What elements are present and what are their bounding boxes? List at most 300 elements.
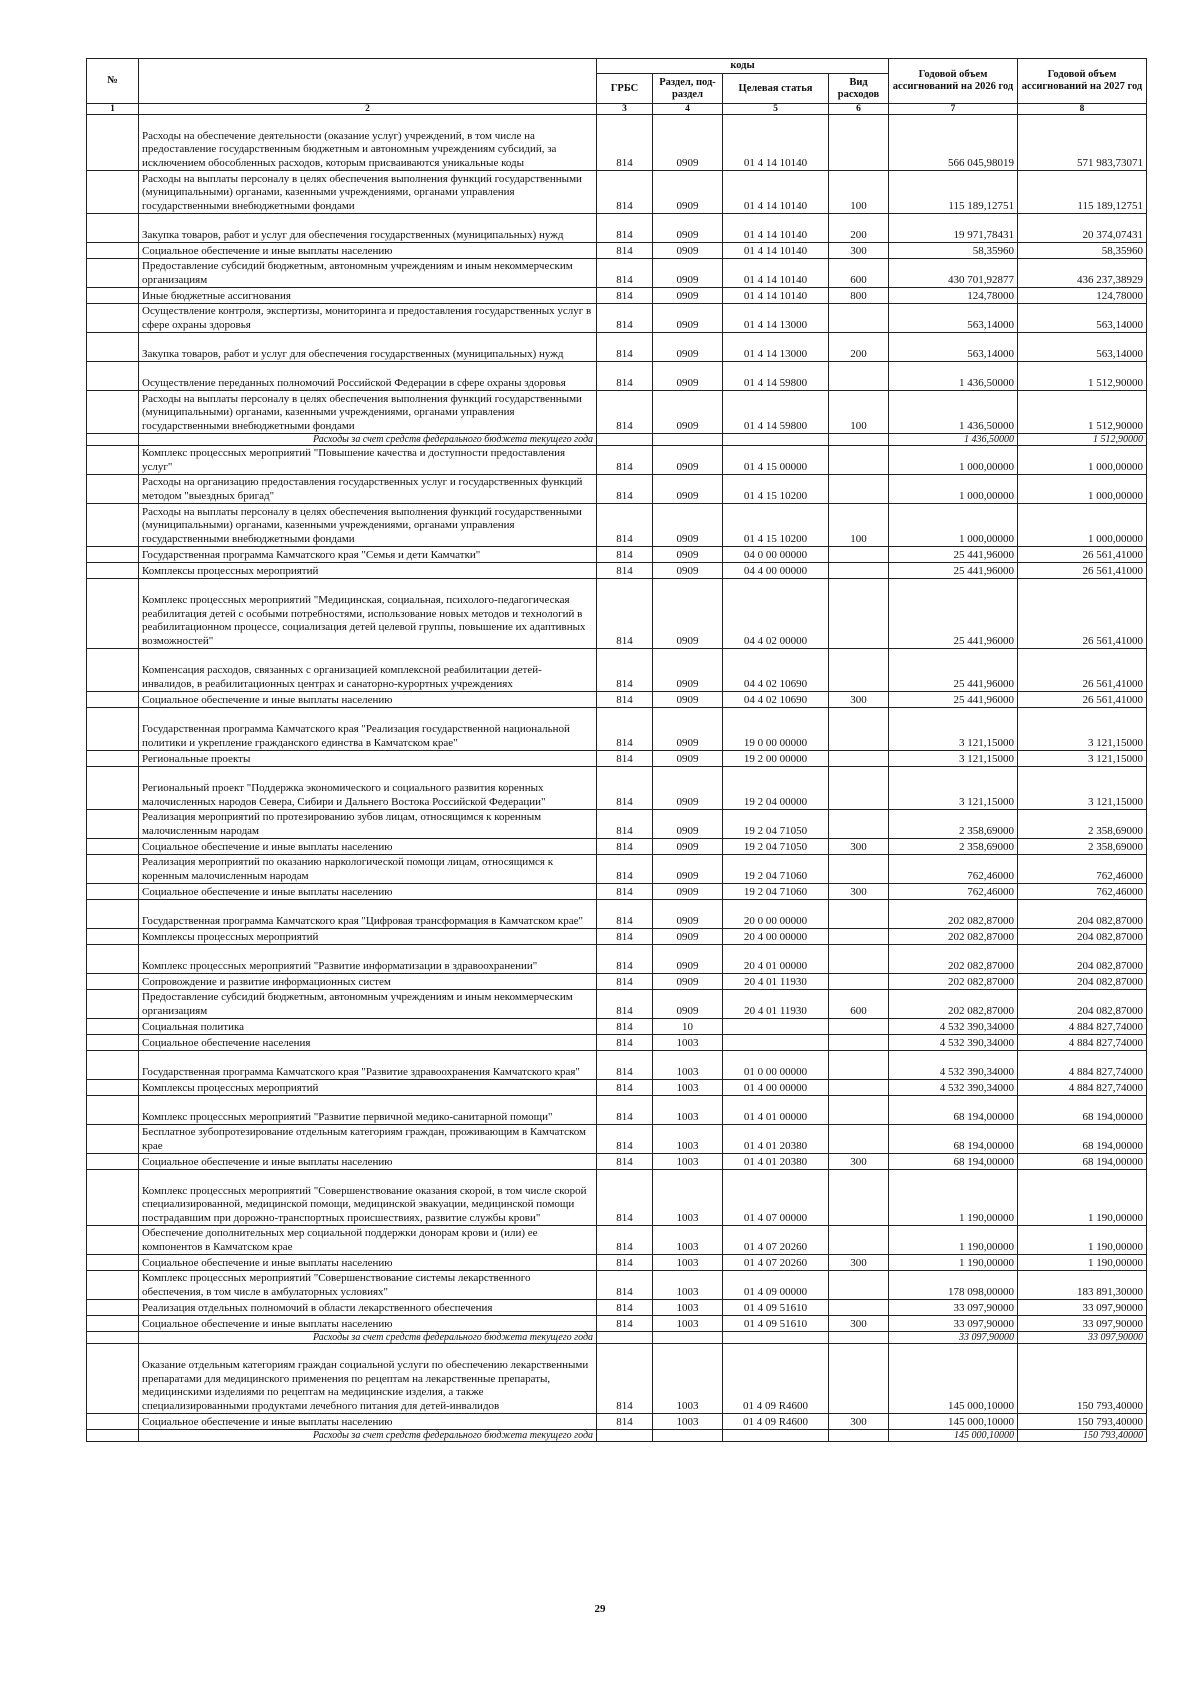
grbs-cell: 814 [597,1154,653,1170]
target-article-cell: 19 2 04 71050 [723,810,829,839]
row-number-cell [87,333,139,362]
grbs-cell: 814 [597,259,653,288]
amount-2027-cell: 204 082,87000 [1018,990,1147,1019]
table-row [87,288,1147,304]
index-cell: 2 [139,104,597,115]
target-article-cell: 01 4 09 51610 [723,1300,829,1316]
expense-type-cell [829,115,889,171]
grbs-cell: 814 [597,1226,653,1255]
amount-2026-cell: 1 436,50000 [889,362,1018,391]
table-row [87,504,1147,547]
target-article-cell: 04 4 02 00000 [723,579,829,649]
row-number-cell [87,1271,139,1300]
grbs-cell: 814 [597,214,653,243]
amount-2026-cell: 202 082,87000 [889,929,1018,945]
razdel-cell: 1003 [653,1300,723,1316]
amount-2026-cell: 4 532 390,34000 [889,1080,1018,1096]
table-row [87,1170,1147,1226]
table-row [87,1316,1147,1332]
razdel-cell: 0909 [653,990,723,1019]
amount-2026-cell: 1 190,00000 [889,1226,1018,1255]
amount-2026-cell: 202 082,87000 [889,945,1018,974]
table-row [87,171,1147,214]
item-name-cell: Оказание отдельным категориям граждан социальной услуги по обеспечению лекарственными препаратами для медицинского применения по рецептам на лекарственные препараты, медицинскими изделиями по рецептам на медицинские изделия, а также специализированными продуктами лечебного питания для детей-инвалидов [139,1344,597,1414]
grbs-cell: 814 [597,1300,653,1316]
razdel-cell: 0909 [653,579,723,649]
item-name-cell: Социальное обеспечение и иные выплаты населению [139,1316,597,1332]
expense-type-cell [829,475,889,504]
item-name-cell: Социальное обеспечение и иные выплаты населению [139,884,597,900]
grbs-cell: 814 [597,304,653,333]
amount-2027-cell: 150 793,40000 [1018,1414,1147,1430]
razdel-cell [653,1430,723,1442]
amount-2027-cell: 436 237,38929 [1018,259,1147,288]
amount-2026-cell: 202 082,87000 [889,900,1018,929]
item-name-cell: Социальное обеспечение и иные выплаты населению [139,1255,597,1271]
row-number-cell [87,1255,139,1271]
item-name-cell: Комплекс процессных мероприятий "Повышение качества и доступности предоставления услуг" [139,446,597,475]
amount-2027-cell: 1 000,00000 [1018,475,1147,504]
razdel-cell: 0909 [653,288,723,304]
amount-2026-cell: 4 532 390,34000 [889,1019,1018,1035]
amount-2027-cell: 2 358,69000 [1018,839,1147,855]
grbs-cell: 814 [597,929,653,945]
target-article-cell: 19 2 04 00000 [723,767,829,810]
table-row [87,475,1147,504]
grbs-cell: 814 [597,1344,653,1414]
federal-budget-note-row [87,1430,1147,1442]
row-number-cell [87,171,139,214]
table-row [87,1226,1147,1255]
table-row [87,839,1147,855]
row-number-cell [87,1414,139,1430]
row-number-cell [87,1035,139,1051]
amount-2026-cell: 145 000,10000 [889,1430,1018,1442]
grbs-cell: 814 [597,547,653,563]
amount-2027-cell: 26 561,41000 [1018,649,1147,692]
amount-2027-cell: 68 194,00000 [1018,1096,1147,1125]
row-number-cell [87,767,139,810]
amount-2027-cell: 26 561,41000 [1018,547,1147,563]
target-article-cell: 19 2 04 71060 [723,855,829,884]
row-number-cell [87,1430,139,1442]
razdel-cell: 0909 [653,115,723,171]
expense-type-cell [829,974,889,990]
budget-table [86,58,1147,1442]
razdel-cell: 1003 [653,1226,723,1255]
item-name-cell: Социальное обеспечение и иные выплаты населению [139,839,597,855]
row-number-cell [87,1096,139,1125]
grbs-cell: 814 [597,649,653,692]
razdel-cell: 1003 [653,1035,723,1051]
grbs-cell: 814 [597,990,653,1019]
expense-type-cell [829,900,889,929]
target-article-cell: 04 0 00 00000 [723,547,829,563]
razdel-cell: 0909 [653,708,723,751]
item-name-cell: Реализация мероприятий по оказанию наркологической помощи лицам, относящимся к коренным малочисленным народам [139,855,597,884]
amount-2027-cell: 762,46000 [1018,855,1147,884]
target-article-cell: 20 4 00 00000 [723,929,829,945]
grbs-cell: 814 [597,115,653,171]
grbs-cell: 814 [597,563,653,579]
grbs-cell: 814 [597,1316,653,1332]
expense-type-cell [829,929,889,945]
item-name-cell: Комплексы процессных мероприятий [139,563,597,579]
table-row [87,446,1147,475]
razdel-cell: 0909 [653,171,723,214]
amount-2027-cell: 1 190,00000 [1018,1226,1147,1255]
header-year-2026: Годовой объем ассигнований на 2026 год [889,59,1018,104]
amount-2026-cell: 563,14000 [889,333,1018,362]
grbs-cell: 814 [597,692,653,708]
expense-type-cell [829,1125,889,1154]
target-article-cell: 19 2 00 00000 [723,751,829,767]
federal-budget-note-row [87,434,1147,446]
amount-2026-cell: 115 189,12751 [889,171,1018,214]
table-row [87,945,1147,974]
row-number-cell [87,243,139,259]
item-name-cell: Комплекс процессных мероприятий "Развитие информатизации в здравоохранении" [139,945,597,974]
amount-2026-cell: 1 190,00000 [889,1255,1018,1271]
amount-2026-cell: 1 436,50000 [889,434,1018,446]
item-name-cell: Осуществление переданных полномочий Российской Федерации в сфере охраны здоровья [139,362,597,391]
expense-type-cell [829,1080,889,1096]
header-vid: Вид расходов [829,74,889,104]
grbs-cell: 814 [597,475,653,504]
amount-2027-cell: 204 082,87000 [1018,974,1147,990]
grbs-cell: 814 [597,1271,653,1300]
item-name-cell: Комплексы процессных мероприятий [139,929,597,945]
amount-2027-cell: 1 512,90000 [1018,434,1147,446]
expense-type-cell [829,945,889,974]
grbs-cell: 814 [597,579,653,649]
item-name-cell: Государственная программа Камчатского края "Цифровая трансформация в Камчатском крае" [139,900,597,929]
amount-2026-cell: 145 000,10000 [889,1414,1018,1430]
expense-type-cell [829,362,889,391]
table-row [87,579,1147,649]
amount-2027-cell: 26 561,41000 [1018,692,1147,708]
item-name-cell: Расходы за счет средств федерального бюджета текущего года [139,1430,597,1442]
amount-2027-cell: 4 884 827,74000 [1018,1080,1147,1096]
budget-table-body [87,115,1147,1442]
razdel-cell: 0909 [653,974,723,990]
table-row [87,1300,1147,1316]
item-name-cell: Сопровождение и развитие информационных систем [139,974,597,990]
row-number-cell [87,1080,139,1096]
row-number-cell [87,839,139,855]
expense-type-cell [829,649,889,692]
header-index-row [87,104,1147,115]
table-row [87,974,1147,990]
amount-2026-cell: 1 000,00000 [889,504,1018,547]
razdel-cell: 0909 [653,391,723,434]
amount-2027-cell: 563,14000 [1018,333,1147,362]
expense-type-cell: 300 [829,243,889,259]
item-name-cell: Обеспечение дополнительных мер социальной поддержки донорам крови и (или) ее компонентов в Камчатском крае [139,1226,597,1255]
razdel-cell: 10 [653,1019,723,1035]
grbs-cell: 814 [597,1096,653,1125]
razdel-cell: 0909 [653,649,723,692]
expense-type-cell [829,1430,889,1442]
table-row [87,547,1147,563]
target-article-cell: 01 4 14 10140 [723,243,829,259]
item-name-cell: Реализация отдельных полномочий в области лекарственного обеспечения [139,1300,597,1316]
grbs-cell: 814 [597,974,653,990]
amount-2026-cell: 33 097,90000 [889,1332,1018,1344]
amount-2026-cell: 4 532 390,34000 [889,1035,1018,1051]
index-cell: 3 [597,104,653,115]
row-number-cell [87,1332,139,1344]
target-article-cell [723,1332,829,1344]
item-name-cell: Социальное обеспечение и иные выплаты населению [139,243,597,259]
amount-2027-cell: 4 884 827,74000 [1018,1019,1147,1035]
amount-2026-cell: 68 194,00000 [889,1096,1018,1125]
table-row [87,333,1147,362]
table-row [87,751,1147,767]
razdel-cell: 0909 [653,929,723,945]
row-number-cell [87,1226,139,1255]
page-number: 29 [594,1603,606,1615]
amount-2027-cell: 204 082,87000 [1018,900,1147,929]
amount-2027-cell: 1 512,90000 [1018,391,1147,434]
amount-2026-cell: 33 097,90000 [889,1316,1018,1332]
grbs-cell: 814 [597,884,653,900]
item-name-cell: Осуществление контроля, экспертизы, мониторинга и предоставления государственных услуг в сфере охраны здоровья [139,304,597,333]
item-name-cell: Социальное обеспечение и иные выплаты населению [139,1414,597,1430]
amount-2026-cell: 563,14000 [889,304,1018,333]
item-name-cell: Расходы за счет средств федерального бюджета текущего года [139,434,597,446]
expense-type-cell: 300 [829,1316,889,1332]
amount-2026-cell: 19 971,78431 [889,214,1018,243]
table-row [87,649,1147,692]
amount-2027-cell: 563,14000 [1018,304,1147,333]
target-article-cell: 01 4 01 20380 [723,1125,829,1154]
item-name-cell: Расходы на выплаты персоналу в целях обеспечения выполнения функций государственными (муниципальными) органами, казенными учреждениями, органами управления государственными внебюджетными фондами [139,391,597,434]
grbs-cell: 814 [597,1035,653,1051]
grbs-cell: 814 [597,391,653,434]
row-number-cell [87,362,139,391]
table-row [87,391,1147,434]
grbs-cell: 814 [597,243,653,259]
razdel-cell: 1003 [653,1344,723,1414]
expense-type-cell [829,708,889,751]
row-number-cell [87,855,139,884]
amount-2027-cell: 204 082,87000 [1018,945,1147,974]
item-name-cell: Социальная политика [139,1019,597,1035]
table-row [87,1125,1147,1154]
header-target: Целевая статья [723,74,829,104]
amount-2026-cell: 202 082,87000 [889,974,1018,990]
amount-2026-cell: 4 532 390,34000 [889,1051,1018,1080]
grbs-cell: 814 [597,1051,653,1080]
target-article-cell: 01 4 14 59800 [723,362,829,391]
grbs-cell: 814 [597,1170,653,1226]
amount-2026-cell: 3 121,15000 [889,708,1018,751]
item-name-cell: Региональные проекты [139,751,597,767]
row-number-cell [87,884,139,900]
amount-2027-cell: 4 884 827,74000 [1018,1051,1147,1080]
amount-2027-cell: 3 121,15000 [1018,767,1147,810]
item-name-cell: Иные бюджетные ассигнования [139,288,597,304]
razdel-cell: 1003 [653,1125,723,1154]
table-row [87,1414,1147,1430]
target-article-cell: 01 4 07 00000 [723,1170,829,1226]
grbs-cell: 814 [597,810,653,839]
index-cell: 1 [87,104,139,115]
amount-2027-cell: 1 190,00000 [1018,1255,1147,1271]
razdel-cell: 0909 [653,945,723,974]
row-number-cell [87,214,139,243]
target-article-cell: 01 4 14 13000 [723,304,829,333]
expense-type-cell [829,434,889,446]
row-number-cell [87,547,139,563]
row-number-cell [87,1316,139,1332]
target-article-cell: 01 4 09 R4600 [723,1344,829,1414]
item-name-cell: Социальное обеспечение и иные выплаты населению [139,1154,597,1170]
razdel-cell: 0909 [653,333,723,362]
amount-2027-cell: 2 358,69000 [1018,810,1147,839]
target-article-cell: 01 4 09 R4600 [723,1414,829,1430]
index-cell: 4 [653,104,723,115]
amount-2027-cell: 26 561,41000 [1018,579,1147,649]
amount-2027-cell: 3 121,15000 [1018,708,1147,751]
table-row [87,1051,1147,1080]
grbs-cell: 814 [597,751,653,767]
target-article-cell: 01 4 14 10140 [723,259,829,288]
razdel-cell [653,434,723,446]
target-article-cell: 01 0 00 00000 [723,1051,829,1080]
razdel-cell: 0909 [653,475,723,504]
grbs-cell: 814 [597,1019,653,1035]
table-row [87,1255,1147,1271]
expense-type-cell [829,547,889,563]
grbs-cell: 814 [597,839,653,855]
razdel-cell: 0909 [653,839,723,855]
table-row [87,362,1147,391]
amount-2026-cell: 25 441,96000 [889,547,1018,563]
amount-2026-cell: 124,78000 [889,288,1018,304]
budget-sheet [86,58,1146,1442]
item-name-cell: Комплекс процессных мероприятий "Медицинская, социальная, психолого-педагогическая реабилитация детей с особыми потребностями, использование новых методов и технологий в реабилитационном процессе, социализация детей целевой группы, повышение их адаптивных возможностей" [139,579,597,649]
razdel-cell: 0909 [653,563,723,579]
target-article-cell: 01 4 15 10200 [723,475,829,504]
amount-2026-cell: 33 097,90000 [889,1300,1018,1316]
razdel-cell: 1003 [653,1096,723,1125]
amount-2026-cell: 430 701,92877 [889,259,1018,288]
grbs-cell: 814 [597,288,653,304]
item-name-cell: Предоставление субсидий бюджетным, автономным учреждениям и иным некоммерческим организациям [139,990,597,1019]
amount-2026-cell: 762,46000 [889,884,1018,900]
grbs-cell: 814 [597,1255,653,1271]
amount-2027-cell: 1 000,00000 [1018,446,1147,475]
row-number-cell [87,708,139,751]
amount-2027-cell: 68 194,00000 [1018,1154,1147,1170]
header-grbs: ГРБС [597,74,653,104]
row-number-cell [87,446,139,475]
target-article-cell: 01 4 15 00000 [723,446,829,475]
amount-2026-cell: 1 436,50000 [889,391,1018,434]
target-article-cell: 20 4 01 00000 [723,945,829,974]
item-name-cell: Социальное обеспечение населения [139,1035,597,1051]
row-number-cell [87,1125,139,1154]
grbs-cell: 814 [597,333,653,362]
row-number-cell [87,304,139,333]
target-article-cell: 19 0 00 00000 [723,708,829,751]
table-row [87,692,1147,708]
razdel-cell: 0909 [653,884,723,900]
amount-2026-cell: 68 194,00000 [889,1154,1018,1170]
amount-2026-cell: 3 121,15000 [889,751,1018,767]
razdel-cell: 1003 [653,1170,723,1226]
target-article-cell [723,1035,829,1051]
amount-2027-cell: 4 884 827,74000 [1018,1035,1147,1051]
expense-type-cell: 300 [829,1154,889,1170]
amount-2026-cell: 178 098,00000 [889,1271,1018,1300]
item-name-cell: Расходы на обеспечение деятельности (оказание услуг) учреждений, в том числе на предоставление государственным бюджетным и автономным учреждениям субсидий, за исключением обособленных расходов, которым присваиваются уникальные коды [139,115,597,171]
razdel-cell: 0909 [653,855,723,884]
grbs-cell [597,1332,653,1344]
row-number-cell [87,751,139,767]
index-cell: 6 [829,104,889,115]
item-name-cell: Государственная программа Камчатского края "Реализация государственной национальной политики и укрепление гражданского единства в Камчатском крае" [139,708,597,751]
row-number-cell [87,692,139,708]
header-num: № [87,59,139,104]
table-row [87,855,1147,884]
grbs-cell: 814 [597,362,653,391]
razdel-cell: 0909 [653,810,723,839]
expense-type-cell: 600 [829,990,889,1019]
row-number-cell [87,945,139,974]
razdel-cell: 0909 [653,362,723,391]
table-row [87,767,1147,810]
expense-type-cell [829,1226,889,1255]
grbs-cell: 814 [597,708,653,751]
target-article-cell [723,434,829,446]
item-name-cell: Комплекс процессных мероприятий "Совершенствование оказания скорой, в том числе скорой специализированной, медицинской помощи, медицинской эвакуации, медицинской помощи пострадавшим при дорожно-транспортных происшествиях, развитие службы крови" [139,1170,597,1226]
expense-type-cell: 300 [829,1414,889,1430]
grbs-cell [597,1430,653,1442]
grbs-cell: 814 [597,171,653,214]
expense-type-cell: 300 [829,1255,889,1271]
row-number-cell [87,1051,139,1080]
row-number-cell [87,810,139,839]
target-article-cell: 01 4 14 10140 [723,115,829,171]
item-name-cell: Региональный проект "Поддержка экономического и социального развития коренных малочисленных народов Севера, Сибири и Дальнего Востока Российской Федерации" [139,767,597,810]
expense-type-cell: 300 [829,692,889,708]
table-row [87,563,1147,579]
header-name [139,59,597,104]
row-number-cell [87,1170,139,1226]
amount-2026-cell: 566 045,98019 [889,115,1018,171]
amount-2027-cell: 33 097,90000 [1018,1316,1147,1332]
amount-2027-cell: 33 097,90000 [1018,1332,1147,1344]
item-name-cell: Социальное обеспечение и иные выплаты населению [139,692,597,708]
target-article-cell: 04 4 02 10690 [723,649,829,692]
expense-type-cell: 100 [829,504,889,547]
expense-type-cell [829,1019,889,1035]
row-number-cell [87,259,139,288]
item-name-cell: Комплекс процессных мероприятий "Совершенствование системы лекарственного обеспечения, в том числе в амбулаторных условиях" [139,1271,597,1300]
row-number-cell [87,115,139,171]
table-row [87,259,1147,288]
target-article-cell: 19 2 04 71060 [723,884,829,900]
table-row [87,1344,1147,1414]
item-name-cell: Предоставление субсидий бюджетным, автономным учреждениям и иным некоммерческим организациям [139,259,597,288]
header-year-2027: Годовой объем ассигнований на 2027 год [1018,59,1147,104]
item-name-cell: Компенсация расходов, связанных с организацией комплексной реабилитации детей-инвалидов, в реабилитационных центрах и санаторно-курортных учреждениях [139,649,597,692]
razdel-cell: 0909 [653,767,723,810]
expense-type-cell [829,855,889,884]
